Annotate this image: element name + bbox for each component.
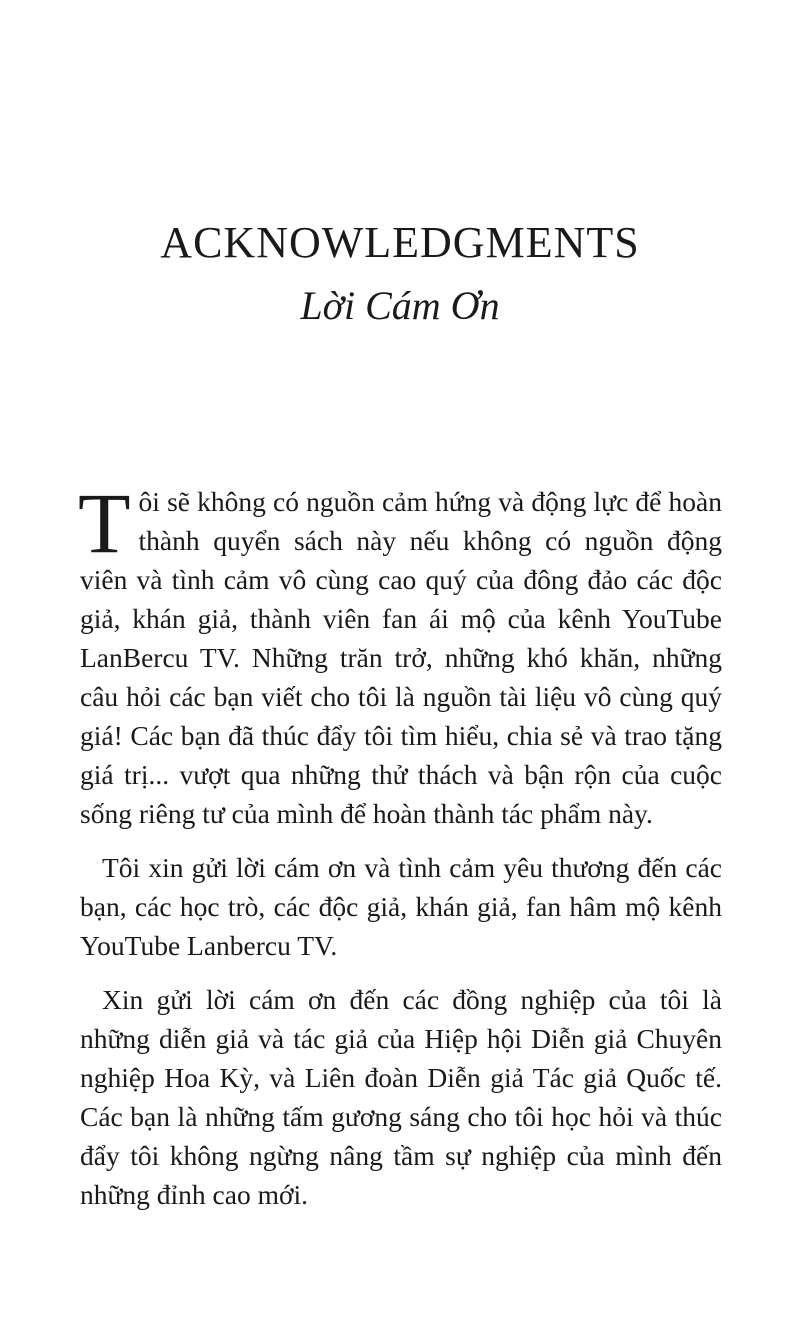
page-subtitle: Lời Cám Ơn [300,283,500,328]
paragraph-3: Xin gửi lời cám ơn đến các đồng nghiệp của tôi là những diễn giả và tác giả của Hiệp hội Diễn giả Chuyên nghiệp Hoa Kỳ, và Liên đoàn Diễn giả Tác giả Quốc tế. Các bạn là những tấm gương sáng cho tôi học hỏi và thúc đẩy tôi không ngừng nâng tầm sự nghiệp của mình đến những đỉnh cao mới. [80,984,722,1210]
paragraph-2: Tôi xin gửi lời cám ơn và tình cảm yêu thương đến các bạn, các học trò, các độc giả, khán giả, fan hâm mộ kênh YouTube Lanbercu TV. [80,852,722,961]
drop-cap: T [78,475,131,571]
paragraph-1-text: ôi sẽ không có nguồn cảm hứng và động lực để hoàn thành quyển sách này nếu không có nguồn động viên và tình cảm vô cùng cao quý của đông đảo các độc giả, khán giả, thành viên fan ái mộ của kênh YouTube LanBercu TV. Những trăn trở, những khó khăn, những câu hỏi các bạn viết cho tôi là nguồn tài liệu vô cùng quý giá! Các bạn đã thúc đẩy tôi tìm hiểu, chia sẻ và trao tặng giá trị... vượt qua những thử thách và bận rộn của cuộc sống riêng tư của mình để hoàn thành tác phẩm này. [80,486,722,829]
body-text [78,475,722,1229]
paragraph-1 [78,475,722,833]
page-title: ACKNOWLEDGMENTS [160,218,640,267]
